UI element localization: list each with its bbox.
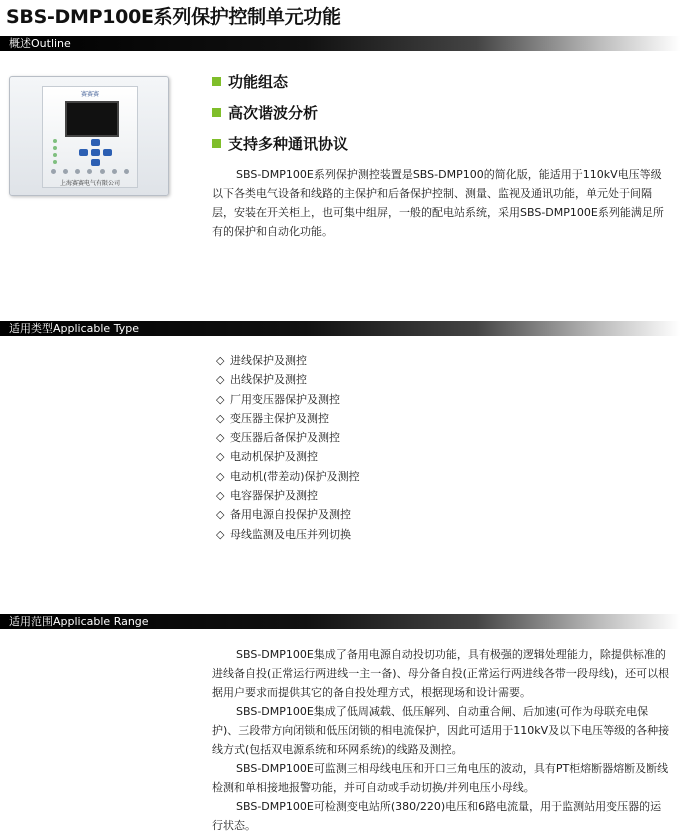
diamond-bullet-icon: ◇	[216, 411, 225, 425]
diamond-bullet-icon: ◇	[216, 392, 225, 406]
list-item-label: 母线监测及电压并列切换	[230, 527, 351, 541]
list-item-label: 备用电源自投保护及测控	[230, 508, 351, 522]
feature-label: 高次谐波分析	[228, 104, 319, 122]
device-keypad	[73, 139, 119, 167]
device-led-column	[53, 139, 69, 167]
range-paragraph: SBS-DMP100E集成了低周减载、低压解列、自动重合闸、后加速(可作为母联充电保护)、三段带方向闭锁和低压闭锁的相电流保护，因此可适用于110kV及以下电压等级的各种接线方式(包括双电源系统和环网系统)的线路及测控。	[212, 705, 670, 756]
feature-item	[212, 134, 348, 154]
diamond-bullet-icon: ◇	[216, 354, 225, 367]
feature-item	[212, 72, 288, 92]
device-maker-label: 上海赛赛电气有限公司	[59, 180, 120, 187]
outline-paragraph	[212, 165, 670, 241]
applicable-range-paragraphs	[212, 645, 670, 835]
list-item-label: 出线保护及测控	[230, 373, 307, 387]
outline-text: SBS-DMP100E系列保护测控装置是SBS-DMP100的简化版，能适用于110kV电压等级以下各类电气设备和线路的主保护和后备保护控制、测量、监视及通讯功能，单元处于间隔层，安装在开关柜上，也可集中组屏，一般的配电站系统，采用SBS-DMP100E系列能满足所有的保护和自动化功能。	[212, 168, 664, 238]
device-function-keys	[51, 169, 129, 175]
list-item	[216, 467, 360, 486]
range-paragraph: SBS-DMP100E可检测变电站所(380/220)电压和6路电流量，用于监测站用变压器的运行状态。	[212, 800, 662, 832]
section-label-applicable-type: 适用类型Applicable Type	[9, 322, 139, 335]
diamond-bullet-icon: ◇	[216, 373, 225, 387]
device-lcd-screen	[65, 101, 119, 137]
square-bullet-icon	[212, 77, 221, 86]
feature-label: 支持多种通讯协议	[228, 135, 349, 153]
list-item-label: 厂用变压器保护及测控	[230, 392, 340, 406]
diamond-bullet-icon: ◇	[216, 508, 225, 522]
section-bar-applicable-type	[0, 321, 680, 336]
range-paragraph: SBS-DMP100E可监测三相母线电压和开口三角电压的波动，具有PT柜熔断器熔断及断线检测和单相接地报警功能，并可自动或手动切换/并列电压小母线。	[212, 762, 669, 794]
list-item	[216, 409, 360, 428]
device-front-panel	[42, 86, 138, 188]
list-item-label: 变压器主保护及测控	[230, 411, 329, 425]
section-bar-applicable-range	[0, 614, 680, 629]
applicable-type-list	[216, 351, 360, 544]
list-item-label: 变压器后备保护及测控	[230, 431, 340, 445]
range-paragraph: SBS-DMP100E集成了备用电源自动投切功能，具有极强的逻辑处理能力，除提供标准的进线备自投(正常运行两进线一主一备)、母分备自投(正常运行两进线各带一段母线)，还可以根据用户要求而提供其它的备自投处理方式，根据现场和设计需要。	[212, 648, 670, 699]
list-item	[216, 447, 360, 466]
diamond-bullet-icon: ◇	[216, 527, 225, 541]
diamond-bullet-icon: ◇	[216, 450, 225, 464]
list-item	[216, 525, 360, 544]
section-bar-outline	[0, 36, 680, 51]
list-item	[216, 390, 360, 409]
diamond-bullet-icon: ◇	[216, 469, 225, 483]
diamond-bullet-icon: ◇	[216, 431, 225, 445]
list-item	[216, 505, 360, 524]
list-item	[216, 351, 360, 370]
section-label-outline: 概述Outline	[9, 37, 71, 50]
list-item	[216, 370, 360, 389]
feature-item	[212, 103, 318, 123]
list-item-label: 进线保护及测控	[230, 354, 307, 367]
feature-label: 功能组态	[228, 73, 289, 91]
section-label-applicable-range: 适用范围Applicable Range	[9, 615, 149, 628]
device-image	[9, 76, 169, 196]
square-bullet-icon	[212, 108, 221, 117]
list-item-label: 电动机保护及测控	[230, 450, 318, 464]
list-item-label: 电动机(带差动)保护及测控	[230, 469, 360, 483]
list-item-label: 电容器保护及测控	[230, 489, 318, 503]
list-item	[216, 486, 360, 505]
list-item	[216, 428, 360, 447]
square-bullet-icon	[212, 139, 221, 148]
diamond-bullet-icon: ◇	[216, 489, 225, 503]
device-brand-label: 赛赛赛	[80, 91, 99, 98]
page-title: SBS-DMP100E系列保护控制单元功能	[6, 6, 341, 28]
